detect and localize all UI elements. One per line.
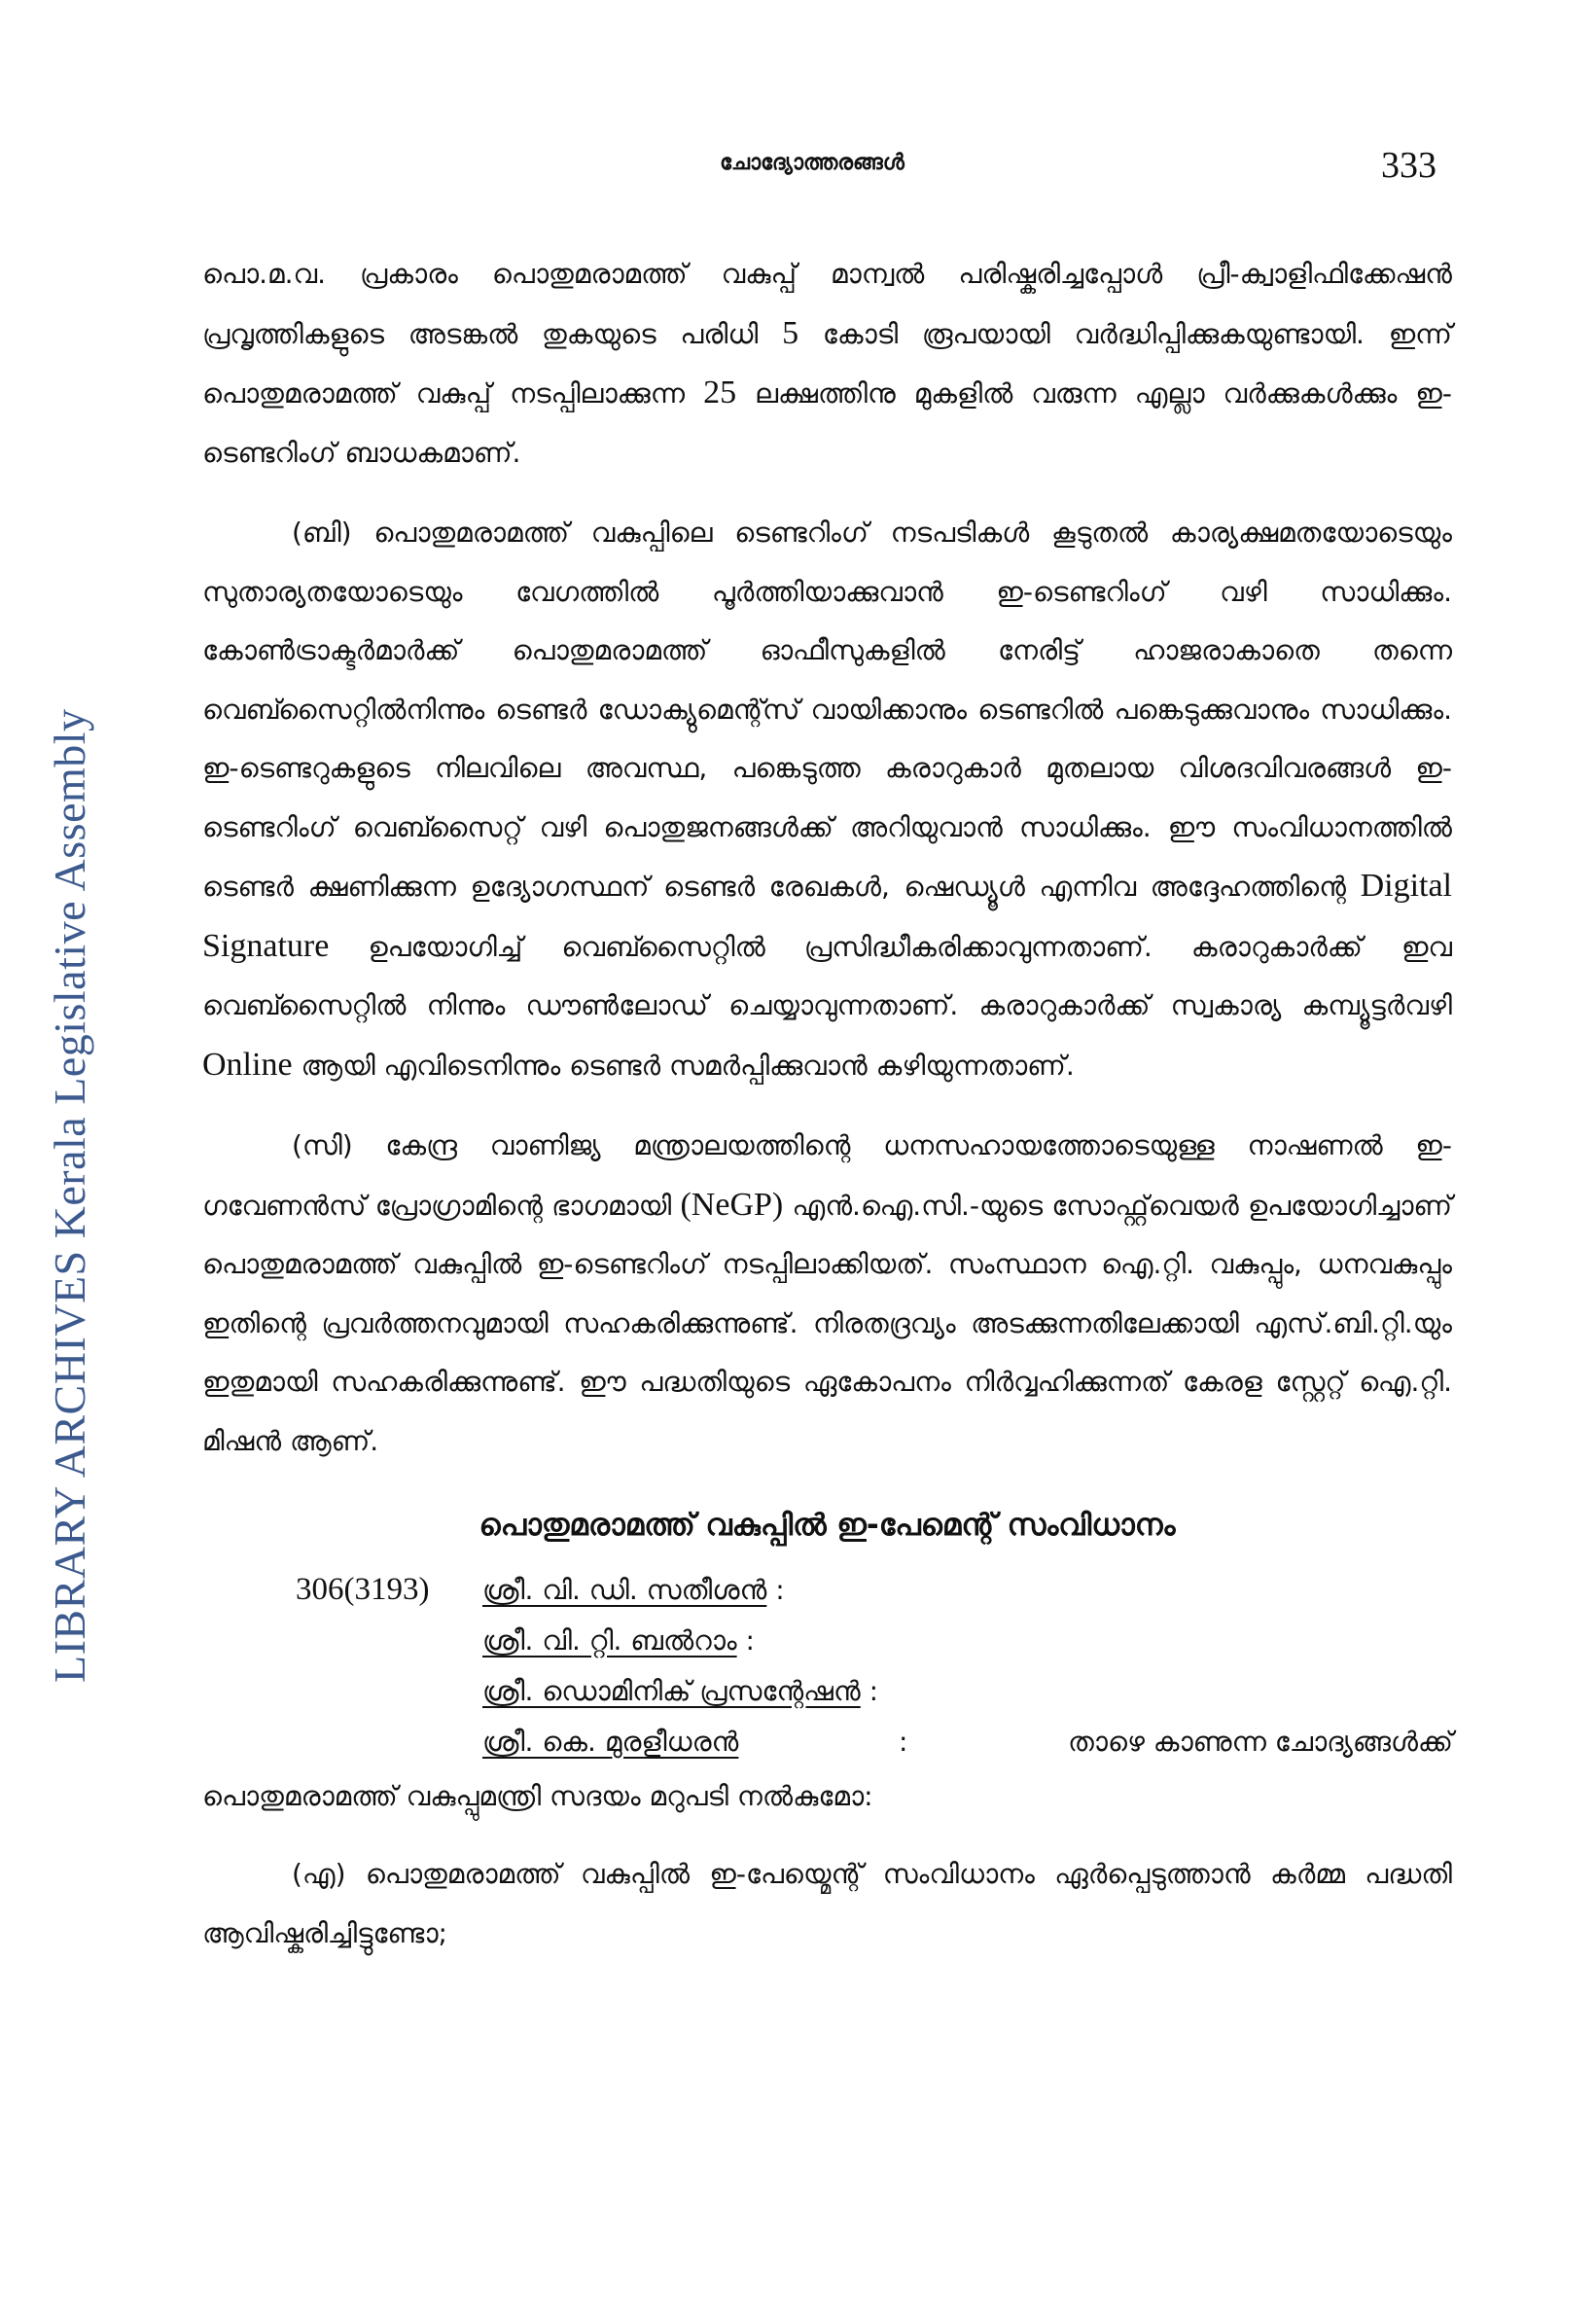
member-line-1 bbox=[296, 1564, 1452, 1616]
question-number: 306(3193) bbox=[296, 1572, 430, 1607]
separator: : bbox=[899, 1726, 908, 1758]
para2-digital-signature: Digital Signature bbox=[202, 868, 1453, 964]
para3-text-a: (സി) കേന്ദ്ര വാണിജ്യ മന്ത്രാലയത്തിന്റെ ധനസഹായത്തോടെയുള്ള നാഷണൽ ഇ-ഗവേണൻസ് പ്രോഗ്രാമിന്റെ ഭാഗമായി bbox=[202, 1129, 1452, 1222]
member-name: ശ്രീ. ഡൊമിനിക് പ്രസന്റേഷൻ bbox=[482, 1675, 861, 1707]
page-body bbox=[202, 245, 1452, 1963]
para2-online: Online bbox=[202, 1046, 293, 1083]
running-head: ചോദ്യോത്തരങ്ങൾ bbox=[720, 151, 904, 175]
member-name: ശ്രീ. കെ. മുരളീധരൻ bbox=[482, 1726, 739, 1758]
separator: : bbox=[869, 1675, 879, 1707]
paragraph-b-etendering bbox=[202, 504, 1452, 1095]
question-block bbox=[296, 1564, 1452, 1717]
para2-text-c: ആയി എവിടെനിന്നും ടെണ്ടർ സമർപ്പിക്കുവാൻ കഴിയുന്നതാണ്. bbox=[301, 1049, 1075, 1082]
para3-negp: (NeGP) bbox=[680, 1186, 784, 1223]
para3-text-b: എൻ.ഐ.സി.-യുടെ സോഫ്റ്റ്‌വെയർ ഉപയോഗിച്ചാണ് പൊതുമരാമത്ത് വകുപ്പിൽ ഇ-ടെണ്ടറിംഗ് നടപ്പിലാക്കിയത്. സംസ്ഥാന ഐ.റ്റി. വകുപ്പും, ധനവകുപ്പും ഇതിന്റെ പ്രവർത്തനവുമായി സഹകരിക്കുന്നുണ്ട്. നിരതദ്രവ്യം അടക്കുന്നതിലേക്കായി എസ്.ബി.റ്റി.യും ഇതുമായി സഹകരിക്കുന്നുണ്ട്. ഈ പദ്ധതിയുടെ ഏകോപനം നിർവ്വഹിക്കുന്നത് കേരള സ്റ്റേറ്റ് ഐ.റ്റി. മിഷൻ ആണ്. bbox=[202, 1189, 1453, 1457]
para1-text-c: ലക്ഷത്തിനു മുകളിൽ വരുന്ന എല്ലാ വർക്കുകൾക്കും ഇ-ടെണ്ടറിംഗ് ബാധകമാണ്. bbox=[202, 377, 1453, 469]
member-line-3 bbox=[296, 1666, 1452, 1717]
side-watermark: LIBRARY ARCHIVES Kerala Legislative Assembly bbox=[45, 708, 94, 1683]
member-line-4 bbox=[296, 1717, 1453, 1767]
paragraph-tender-limit bbox=[202, 245, 1452, 482]
para1-number-5: 5 bbox=[782, 314, 799, 351]
member-line-2 bbox=[296, 1616, 1452, 1666]
separator: : bbox=[775, 1574, 785, 1606]
question-a: (എ) പൊതുമരാമത്ത് വകുപ്പിൽ ഇ-പേയ്മെന്റ് സംവിധാനം ഏർപ്പെടുത്താൻ കർമ്മ പദ്ധതി ആവിഷ്കരിച്ചിട്ടുണ്ടോ; bbox=[202, 1858, 1452, 1949]
separator: : bbox=[745, 1624, 755, 1657]
para2-text-b: ഉപയോഗിച്ച് വെബ്സൈറ്റിൽ പ്രസിദ്ധീകരിക്കാവുന്നതാണ്. കരാറുകാർക്ക് ഇവ വെബ്സൈറ്റിൽ നിന്നും ഡൗൺലോഡ് ചെയ്യാവുന്നതാണ്. കരാറുകാർക്ക് സ്വകാര്യ കമ്പ്യൂട്ടർവഴി bbox=[202, 930, 1453, 1021]
section-heading: പൊതുമരാമത്ത് വകുപ്പിൽ ഇ-പേമെന്റ് സംവിധാനം bbox=[479, 1508, 1176, 1543]
lead-in-continuation: പൊതുമരാമത്ത് വകുപ്പുമന്ത്രി സദയം മറുപടി നൽകുമോ: bbox=[202, 1780, 873, 1812]
para1-text-b: കോടി രൂപയായി വർദ്ധിപ്പിക്കുകയുണ്ടായി. ഇന്ന് പൊതുമരാമത്ത് വകുപ്പ് നടപ്പിലാക്കുന്ന bbox=[202, 317, 1452, 410]
lead-in-text: താഴെ കാണുന്ന ചോദ്യങ്ങൾക്ക് bbox=[1068, 1726, 1453, 1758]
para1-number-25: 25 bbox=[703, 374, 737, 410]
paragraph-c-negp bbox=[202, 1117, 1452, 1471]
para1-text-a: പൊ.മ.വ. പ്രകാരം പൊതുമരാമത്ത് വകുപ്പ് മാന്വൽ പരിഷ്കരിച്ചപ്പോൾ പ്രീ-ക്വാളിഫിക്കേഷൻ പ്രവൃത്തികളുടെ അടങ്കൽ തുകയുടെ പരിധി bbox=[202, 258, 1452, 350]
member-name: ശ്രീ. വി. റ്റി. ബൽറാം bbox=[482, 1624, 737, 1657]
para2-text-a: (ബി) പൊതുമരാമത്ത് വകുപ്പിലെ ടെണ്ടറിംഗ് നടപടികൾ കൂടുതൽ കാര്യക്ഷമതയോടെയും സുതാര്യതയോടെയും വേഗത്തിൽ പൂർത്തിയാക്കുവാൻ ഇ-ടെണ്ടറിംഗ് വഴി സാധിക്കും. കോൺട്രാക്ടർമാർക്ക് പൊതുമരാമത്ത് ഓഫീസുകളിൽ നേരിട്ട് ഹാജരാകാതെ തന്നെ വെബ്സൈറ്റിൽനിന്നും ടെണ്ടർ ഡോക്യുമെന്റ്സ് വായിക്കാനും ടെണ്ടറിൽ പങ്കെടുക്കുവാനും സാധിക്കും. ഇ-ടെണ്ടറുകളുടെ നിലവിലെ അവസ്ഥ, പങ്കെടുത്ത കരാറുകാർ മുതലായ വിശദവിവരങ്ങൾ ഇ-ടെണ്ടറിംഗ് വെബ്സൈറ്റ് വഴി പൊതുജനങ്ങൾക്ക് അറിയുവാൻ സാധിക്കും. ഈ സംവിധാനത്തിൽ ടെണ്ടർ ക്ഷണിക്കുന്ന ഉദ്യോഗസ്ഥന് ടെണ്ടർ രേഖകൾ, ഷെഡ്യൂൾ എന്നിവ അദ്ദേഹത്തിന്റെ bbox=[202, 517, 1452, 903]
member-name: ശ്രീ. വി. ഡി. സതീശൻ bbox=[482, 1574, 767, 1606]
page-number: 333 bbox=[1381, 145, 1436, 186]
